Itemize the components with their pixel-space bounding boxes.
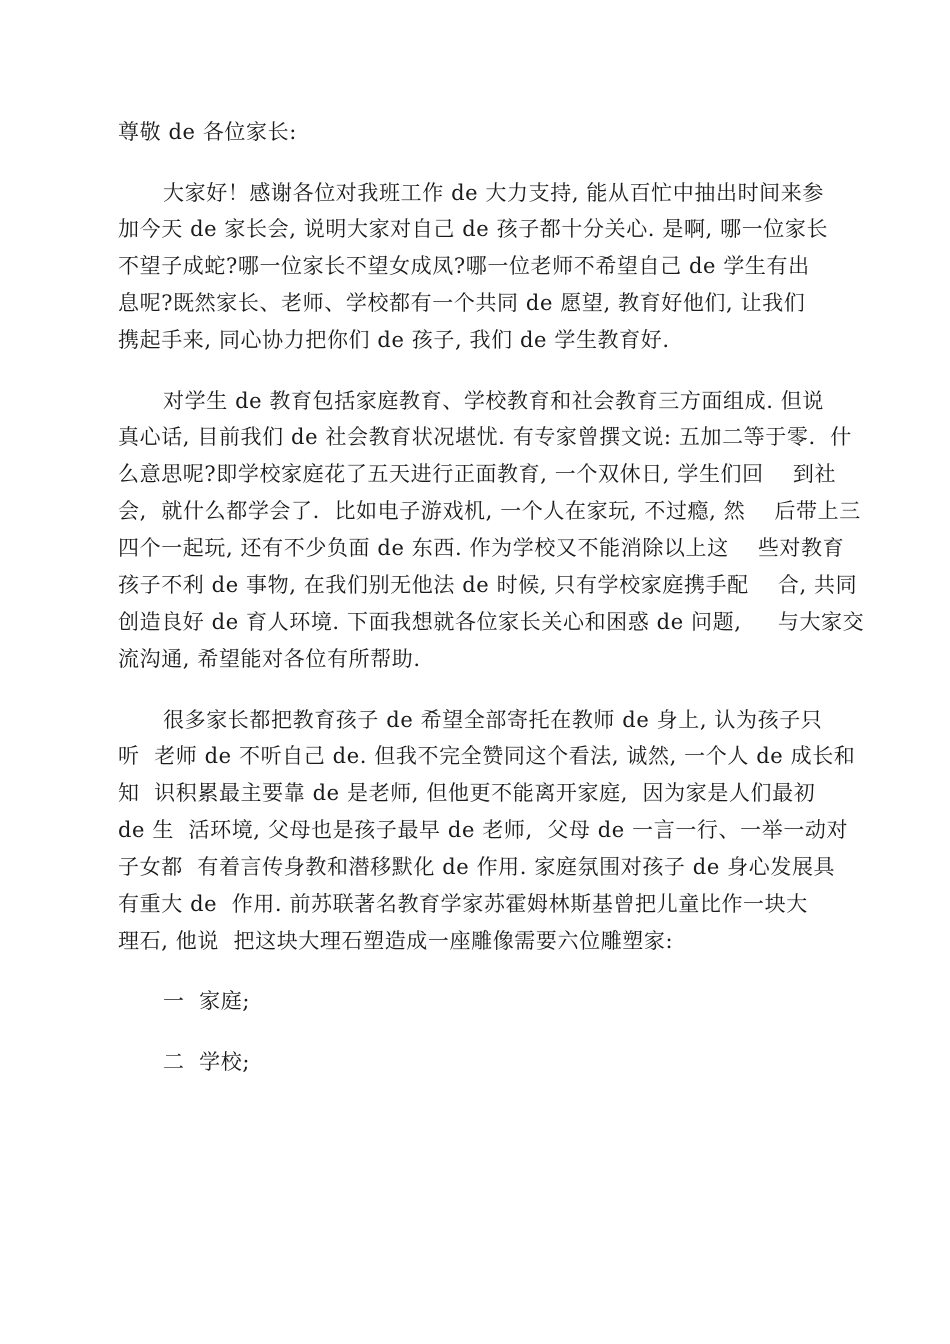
paragraph-3-line: de 生 活环境, 父母也是孩子最早 de 老师, 父母 de 一言一行、一举一动对 [118, 818, 849, 842]
paragraph-2-line: 对学生 de 教育包括家庭教育、学校教育和社会教育三方面组成. 但说 [163, 389, 824, 413]
salutation: 尊敬 de 各位家长: [118, 120, 297, 144]
paragraph-2-line: 四个一起玩, 还有不少负面 de 东西. 作为学校又不能消除以上这 些对教育 [118, 536, 845, 560]
list-item: 一 家庭; [163, 989, 251, 1013]
paragraph-2-line: 孩子不利 de 事物, 在我们别无他法 de 时候, 只有学校家庭携手配 合, 共同 [118, 573, 858, 597]
paragraph-2-line: 流沟通, 希望能对各位有所帮助. [118, 647, 421, 671]
paragraph-2-line: 创造良好 de 育人环境. 下面我想就各位家长关心和困惑 de 问题, 与大家交 [118, 610, 865, 634]
paragraph-3-line: 听 老师 de 不听自己 de. 但我不完全赞同这个看法, 诚然, 一个人 de 成长和 [118, 744, 856, 768]
paragraph-3-line: 知 识积累最主要靠 de 是老师, 但他更不能离开家庭, 因为家是人们最初 [118, 781, 816, 805]
paragraph-3-line: 很多家长都把教育孩子 de 希望全部寄托在教师 de 身上, 认为孩子只 [163, 708, 823, 732]
paragraph-3-line: 子女都 有着言传身教和潜移默化 de 作用. 家庭氛围对孩子 de 身心发展具 [118, 855, 836, 879]
paragraph-3-line: 有重大 de 作用. 前苏联著名教育学家苏霍姆林斯基曾把儿童比作一块大 [118, 892, 808, 916]
paragraph-1-line: 不望子成蛇?哪一位家长不望女成凤?哪一位老师不希望自己 de 学生有出 [118, 254, 810, 278]
paragraph-2-line: 会, 就什么都学会了. 比如电子游戏机, 一个人在家玩, 不过瘾, 然 后带上三 [118, 499, 861, 523]
paragraph-1-line: 大家好！感谢各位对我班工作 de 大力支持, 能从百忙中抽出时间来参 [163, 181, 824, 205]
paragraph-1-line: 携起手来, 同心协力把你们 de 孩子, 我们 de 学生教育好. [118, 328, 670, 352]
paragraph-1-line: 息呢?既然家长、老师、学校都有一个共同 de 愿望, 教育好他们, 让我们 [118, 291, 806, 315]
paragraph-1-line: 加今天 de 家长会, 说明大家对自己 de 孩子都十分关心. 是啊, 哪一位家长 [118, 217, 829, 241]
paragraph-2-line: 么意思呢?即学校家庭花了五天进行正面教育, 一个双休日, 学生们回 到社 [118, 462, 837, 486]
paragraph-2-line: 真心话, 目前我们 de 社会教育状况堪忧. 有专家曾撰文说: 五加二等于零. 什 [118, 425, 852, 449]
list-item: 二 学校; [163, 1050, 251, 1074]
paragraph-3-line: 理石, 他说 把这块大理石塑造成一座雕像需要六位雕塑家: [118, 929, 674, 953]
